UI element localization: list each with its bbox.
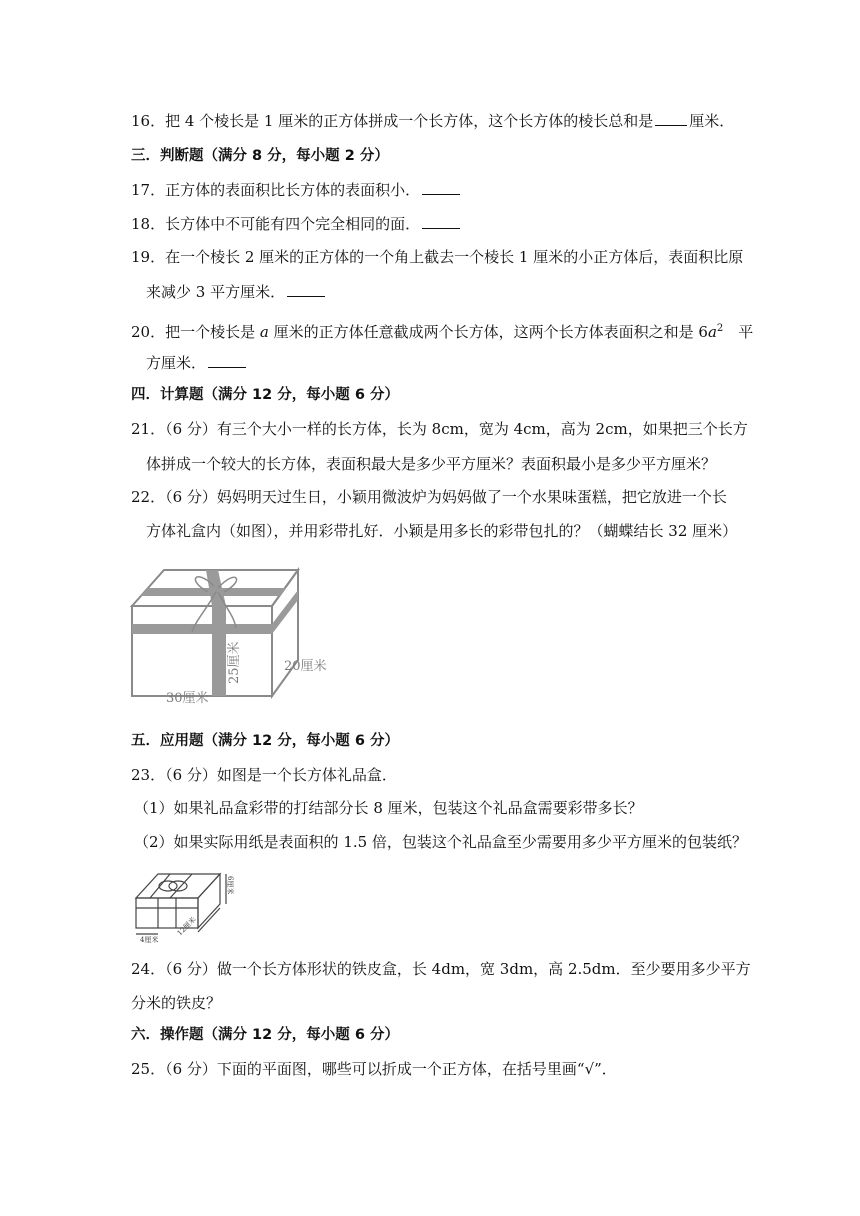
section-3-heading: 三．判断题（满分 8 分，每小题 2 分） bbox=[131, 148, 389, 164]
section-4-heading: 四．计算题（满分 12 分，每小题 6 分） bbox=[131, 387, 399, 403]
variable-a-squared: a bbox=[707, 323, 717, 341]
question-18 bbox=[131, 213, 462, 235]
question-16-text: 16．把 4 个棱长是 1 厘米的正方体拼成一个长方体，这个长方体的棱长总和是 bbox=[131, 112, 654, 130]
question-19-line-2 bbox=[146, 281, 327, 303]
length-label-small: 12厘米 bbox=[175, 915, 198, 938]
question-20-text-c: 平 bbox=[723, 323, 754, 341]
question-20-text-d: 方厘米． bbox=[146, 354, 207, 372]
question-18-text: 18．长方体中不可能有四个完全相同的面． bbox=[131, 215, 421, 233]
gift-box-small-figure bbox=[130, 862, 234, 946]
answer-blank bbox=[422, 214, 460, 229]
question-17 bbox=[131, 179, 462, 201]
depth-label: 20厘米 bbox=[284, 659, 327, 674]
answer-blank bbox=[208, 353, 246, 368]
question-24-line-1: 24．（6 分）做一个长方体形状的铁皮盒，长 4dm，宽 3dm，高 2.5dm．至少要用多少平方 bbox=[131, 960, 751, 978]
question-20-line-2 bbox=[146, 352, 248, 374]
question-23-part-2: （2）如果实际用纸是表面积的 1.5 倍，包装这个礼品盒至少需要用多少平方厘米的包装纸？ bbox=[134, 833, 747, 851]
question-22-line-2: 方体礼盒内（如图），并用彩带扎好．小颖是用多长的彩带包扎的？（蝴蝶结长 32 厘米） bbox=[146, 522, 738, 540]
answer-blank bbox=[422, 180, 460, 195]
question-16 bbox=[131, 110, 734, 132]
question-19-line-1: 19．在一个棱长 2 厘米的正方体的一个角上截去一个棱长 1 厘米的小正方体后，表面积比原 bbox=[131, 248, 744, 266]
question-16-unit: 厘米． bbox=[689, 112, 735, 130]
question-24-line-2: 分米的铁皮？ bbox=[131, 994, 222, 1012]
question-23: 23．（6 分）如图是一个长方体礼品盒． bbox=[131, 766, 397, 784]
question-22-line-1: 22．（6 分）妈妈明天过生日，小颖用微波炉为妈妈做了一个水果味蛋糕，把它放进一个长 bbox=[131, 488, 727, 506]
question-21-line-2: 体拼成一个较大的长方体，表面积最大是多少平方厘米？表面积最小是多少平方厘米？ bbox=[146, 455, 717, 473]
width-label-small: 4厘米 bbox=[140, 936, 159, 944]
answer-blank bbox=[287, 282, 325, 297]
length-label: 30厘米 bbox=[166, 691, 209, 706]
gift-box-figure bbox=[126, 560, 326, 708]
question-23-part-1: （1）如果礼品盒彩带的打结部分长 8 厘米，包装这个礼品盒需要彩带多长？ bbox=[134, 799, 643, 817]
question-25: 25．（6 分）下面的平面图，哪些可以折成一个正方体，在括号里画“√”． bbox=[131, 1060, 617, 1078]
height-label: 25厘米 bbox=[227, 641, 242, 684]
question-21-line-1: 21．（6 分）有三个大小一样的长方体，长为 8cm，宽为 4cm，高为 2cm，如果把三个长方 bbox=[131, 420, 748, 438]
exponent: 2 bbox=[716, 323, 724, 334]
question-20-text-b: 厘米的正方体任意截成两个长方体，这两个长方体表面积之和是 6 bbox=[273, 323, 708, 341]
answer-blank bbox=[655, 111, 687, 126]
question-20-text-a: 20．把一个棱长是 bbox=[131, 323, 256, 341]
section-5-heading: 五．应用题（满分 12 分，每小题 6 分） bbox=[131, 733, 399, 749]
question-17-text: 17．正方体的表面积比长方体的表面积小． bbox=[131, 181, 421, 199]
height-label-small: 6厘米 bbox=[226, 876, 234, 895]
variable-a: a bbox=[259, 323, 269, 341]
question-20-line-1 bbox=[131, 318, 753, 343]
question-19-text: 来减少 3 平方厘米． bbox=[146, 283, 286, 301]
section-6-heading: 六．操作题（满分 12 分，每小题 6 分） bbox=[131, 1027, 399, 1043]
